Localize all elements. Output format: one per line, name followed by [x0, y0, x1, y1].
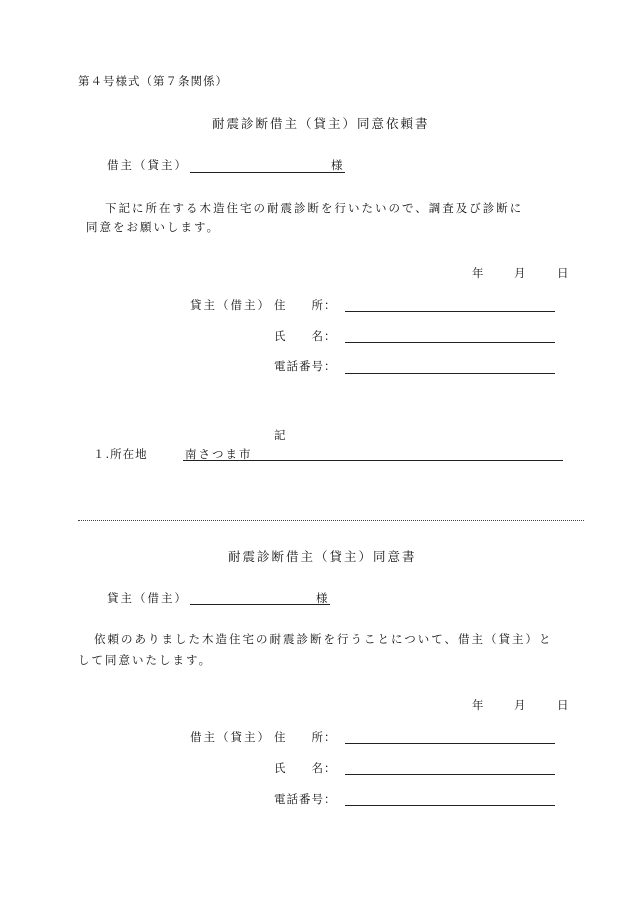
request-body-line2: 同意をお願いします。 — [86, 220, 221, 234]
consent-phone-line[interactable] — [345, 805, 555, 806]
cut-line-divider — [78, 520, 584, 521]
request-sender-role: 貸主（借主） — [190, 298, 271, 312]
request-address-line[interactable] — [345, 311, 555, 312]
location-value: 南さつま市 — [185, 447, 253, 461]
request-date-year: 年 — [472, 266, 486, 280]
consent-date-year: 年 — [472, 698, 486, 712]
location-line[interactable] — [183, 460, 563, 461]
form-number: 第４号様式（第７条関係） — [78, 74, 228, 88]
request-name-label: 氏 名： — [274, 329, 337, 343]
request-body-line1: 下記に所在する木造住宅の耐震診断を行いたいので、調査及び診断に — [105, 201, 524, 215]
consent-title: 耐震診断借主（貸主）同意書 — [228, 549, 417, 564]
ki-heading: 記 — [274, 428, 288, 442]
consent-name-line[interactable] — [345, 774, 555, 775]
consent-address-line[interactable] — [345, 743, 555, 744]
request-honorific: 様 — [331, 158, 345, 172]
consent-body-line2: して同意いたします。 — [78, 653, 213, 667]
request-date-month: 月 — [514, 266, 528, 280]
consent-name-label: 氏 名： — [274, 761, 337, 775]
request-name-line[interactable] — [345, 342, 555, 343]
consent-sender-role: 借主（貸主） — [190, 730, 271, 744]
request-date-day: 日 — [557, 266, 571, 280]
request-phone-line[interactable] — [345, 373, 555, 374]
consent-addressee-line[interactable] — [190, 604, 330, 605]
request-addressee-line[interactable] — [190, 172, 345, 173]
consent-date-month: 月 — [514, 698, 528, 712]
consent-phone-label: 電話番号： — [274, 792, 337, 806]
request-title: 耐震診断借主（貸主）同意依頼書 — [212, 116, 430, 131]
request-address-label: 住 所： — [274, 298, 337, 312]
request-phone-label: 電話番号： — [274, 359, 337, 373]
consent-address-label: 住 所： — [274, 730, 337, 744]
consent-date-day: 日 — [557, 698, 571, 712]
location-item-label: １.所在地 — [93, 447, 148, 461]
consent-addressee-label: 貸主（借主） — [107, 591, 188, 605]
consent-honorific: 様 — [316, 591, 330, 605]
consent-body-line1: 依頼のありました木造住宅の耐震診断を行うことについて、借主（貸主）と — [94, 632, 553, 646]
request-addressee-label: 借主（貸主） — [107, 158, 188, 172]
